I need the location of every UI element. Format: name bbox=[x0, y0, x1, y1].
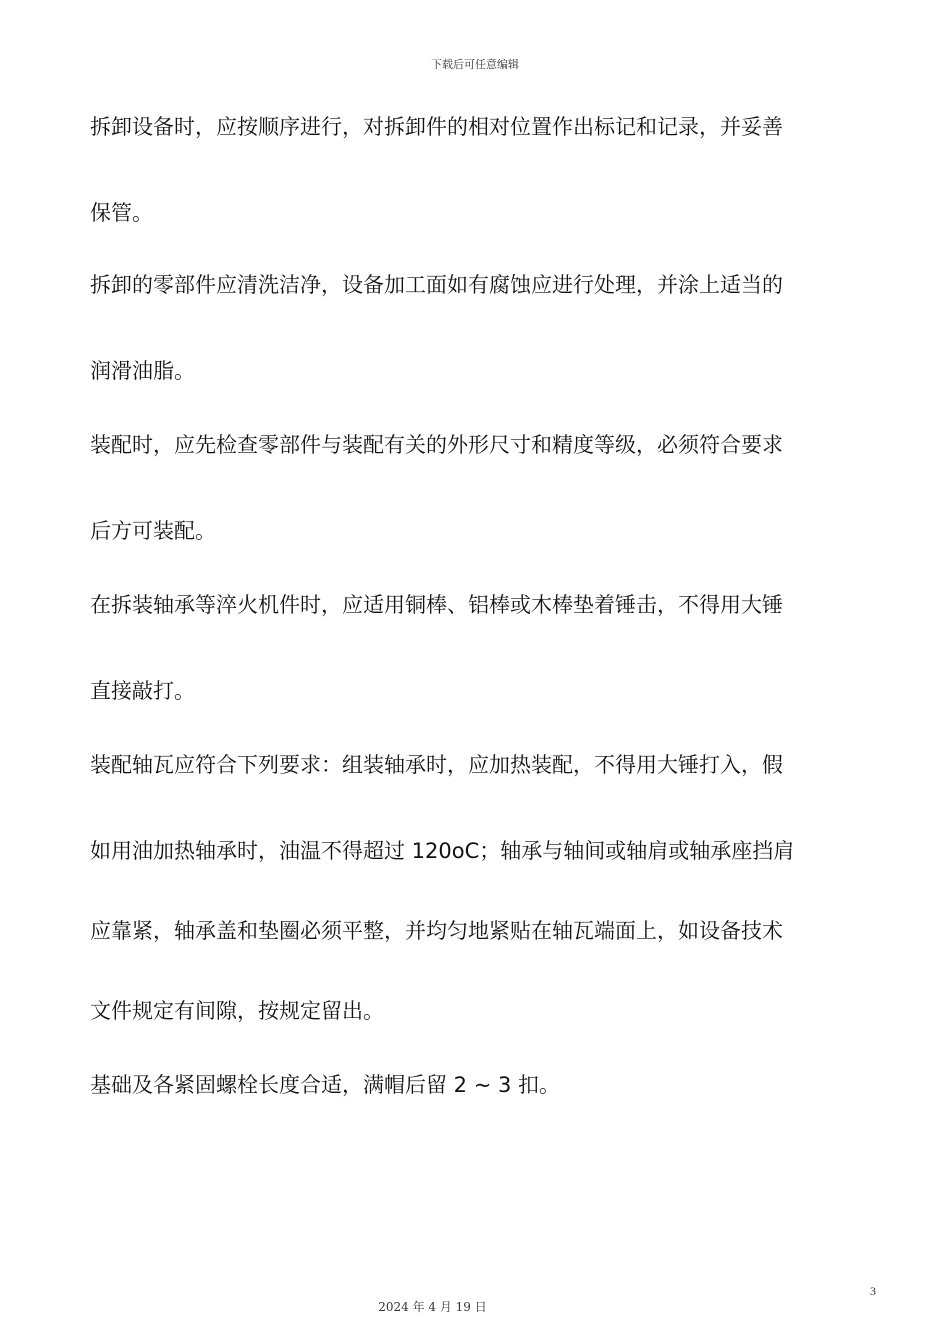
text-line: 如用油加热轴承时，油温不得超过 120oC；轴承与轴间或轴肩或轴承座挡肩 bbox=[90, 839, 795, 863]
text-line: 拆卸设备时，应按顺序进行，对拆卸件的相对位置作出标记和记录，并妥善 bbox=[90, 115, 783, 139]
text-line: 文件规定有间隙，按规定留出。 bbox=[90, 999, 384, 1023]
page-header: 下载后可任意编辑 bbox=[431, 58, 519, 71]
text-line: 基础及各紧固螺栓长度合适，满帽后留 2 ~ 3 扣。 bbox=[90, 1073, 561, 1097]
text-line: 保管。 bbox=[90, 201, 153, 225]
page-number: 3 bbox=[870, 1284, 876, 1298]
text-line: 在拆装轴承等淬火机件时，应适用铜棒、铝棒或木棒垫着锤击，不得用大锤 bbox=[90, 593, 783, 617]
text-line: 装配轴瓦应符合下列要求：组装轴承时，应加热装配，不得用大锤打入，假 bbox=[90, 753, 783, 777]
text-line: 后方可装配。 bbox=[90, 519, 216, 543]
page-footer-date: 2024 年 4 月 19 日 bbox=[378, 1300, 487, 1314]
text-line: 应靠紧，轴承盖和垫圈必须平整，并均匀地紧贴在轴瓦端面上，如设备技术 bbox=[90, 919, 783, 943]
text-line: 直接敲打。 bbox=[90, 679, 195, 703]
text-line: 拆卸的零部件应清洗洁净，设备加工面如有腐蚀应进行处理，并涂上适当的 bbox=[90, 273, 783, 297]
text-line: 润滑油脂。 bbox=[90, 359, 195, 383]
text-line: 装配时，应先检查零部件与装配有关的外形尺寸和精度等级，必须符合要求 bbox=[90, 433, 783, 457]
